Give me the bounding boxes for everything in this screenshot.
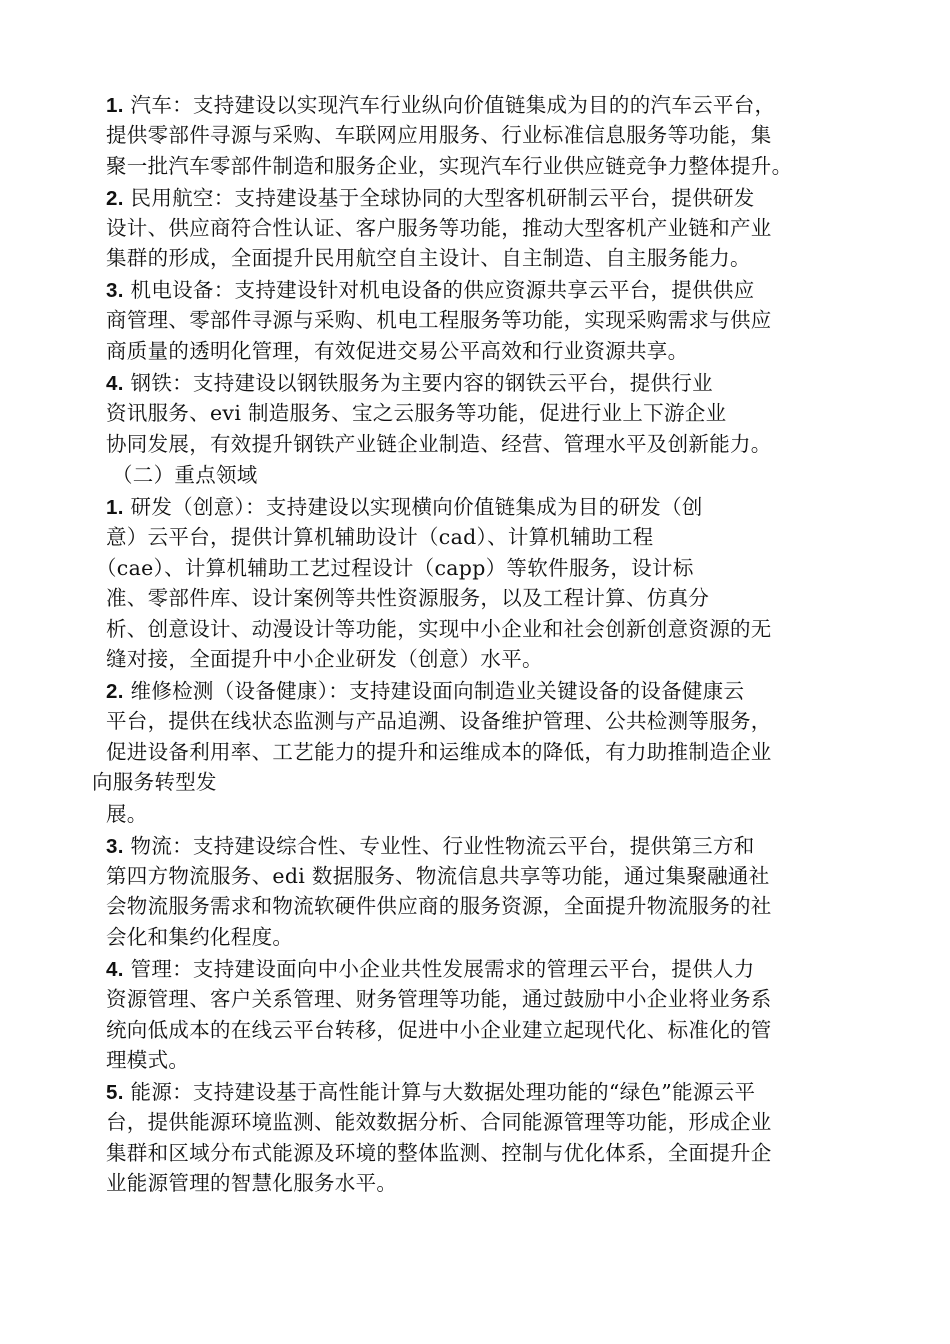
item-number: 5. bbox=[106, 1081, 124, 1104]
line-text: 台，提供能源环境监测、能效数据分析、合同能源管理等功能，形成企业 bbox=[106, 1110, 772, 1134]
text-line bbox=[106, 614, 772, 644]
line-text: 业能源管理的智慧化服务水平。 bbox=[106, 1171, 398, 1195]
line-text: 第四方物流服务、edi 数据服务、物流信息共享等功能，通过集聚融通社 bbox=[106, 864, 770, 888]
line-text: 聚一批汽车零部件制造和服务企业，实现汽车行业供应链竞争力整体提升。 bbox=[106, 154, 793, 178]
line-text: 钢铁：支持建设以钢铁服务为主要内容的钢铁云平台，提供行业 bbox=[123, 371, 713, 395]
line-text: 研发（创意）：支持建设以实现横向价值链集成为目的研发（创 bbox=[123, 495, 703, 519]
text-line bbox=[106, 954, 755, 985]
line-text: 意）云平台，提供计算机辅助设计（cad）、计算机辅助工程 bbox=[106, 525, 654, 549]
text-line bbox=[92, 767, 217, 797]
item-number: 1. bbox=[106, 94, 124, 117]
line-text: 能源：支持建设基于高性能计算与大数据处理功能的“绿色”能源云平 bbox=[123, 1080, 756, 1104]
line-text: 商质量的透明化管理，有效促进交易公平高效和行业资源共享。 bbox=[106, 339, 689, 363]
line-text: 提供零部件寻源与采购、车联网应用服务、行业标准信息服务等功能，集 bbox=[106, 123, 772, 147]
line-text: 向服务转型发 bbox=[92, 770, 217, 794]
line-text: 民用航空：支持建设基于全球协同的大型客机研制云平台，提供研发 bbox=[123, 186, 755, 210]
item-number: 3. bbox=[106, 279, 124, 302]
line-text: 物流：支持建设综合性、专业性、行业性物流云平台，提供第三方和 bbox=[123, 834, 755, 858]
text-line bbox=[106, 305, 772, 335]
line-text: 平台，提供在线状态监测与产品追溯、设备维护管理、公共检测等服务， bbox=[106, 709, 772, 733]
text-line bbox=[106, 522, 653, 552]
line-text: 展。 bbox=[106, 802, 148, 826]
item-number: 4. bbox=[106, 372, 124, 395]
line-text: 维修检测（设备健康）：支持建设面向制造业关键设备的设备健康云 bbox=[123, 679, 745, 703]
line-text: 资讯服务、evi 制造服务、宝之云服务等功能，促进行业上下游企业 bbox=[106, 401, 727, 425]
text-line bbox=[106, 799, 148, 829]
text-line bbox=[106, 398, 726, 428]
text-line bbox=[112, 460, 258, 490]
text-line bbox=[106, 183, 755, 214]
text-line bbox=[106, 706, 772, 736]
text-line bbox=[106, 922, 293, 952]
line-text: 资源管理、客户关系管理、财务管理等功能，通过鼓励中小企业将业务系 bbox=[106, 987, 772, 1011]
item-number: 1. bbox=[106, 496, 124, 519]
text-line bbox=[106, 90, 775, 121]
line-text: 理模式。 bbox=[106, 1048, 190, 1072]
line-text: 商管理、零部件寻源与采购、机电工程服务等功能，实现采购需求与供应 bbox=[106, 308, 772, 332]
text-line bbox=[106, 583, 709, 613]
line-text: 促进设备利用率、工艺能力的提升和运维成本的降低，有力助推制造企业 bbox=[106, 740, 772, 764]
text-line bbox=[106, 429, 772, 459]
item-number: 2. bbox=[106, 187, 124, 210]
line-text: 协同发展，有效提升钢铁产业链企业制造、经营、管理水平及创新能力。 bbox=[106, 432, 772, 456]
line-text: 设计、供应商符合性认证、客户服务等功能，推动大型客机产业链和产业 bbox=[106, 216, 772, 240]
text-line bbox=[106, 984, 772, 1014]
line-text: 会物流服务需求和物流软硬件供应商的服务资源，全面提升物流服务的社 bbox=[106, 894, 772, 918]
line-text: 管理：支持建设面向中小企业共性发展需求的管理云平台，提供人力 bbox=[123, 957, 755, 981]
line-text: 集群的形成，全面提升民用航空自主设计、自主制造、自主服务能力。 bbox=[106, 246, 751, 270]
line-text: 缝对接，全面提升中小企业研发（创意）水平。 bbox=[106, 647, 543, 671]
text-line bbox=[106, 368, 713, 399]
item-number: 4. bbox=[106, 958, 124, 981]
text-line bbox=[106, 831, 755, 862]
item-number: 2. bbox=[106, 680, 124, 703]
line-text: （二）重点领域 bbox=[112, 463, 258, 487]
text-line bbox=[106, 1138, 772, 1168]
text-line bbox=[106, 243, 751, 273]
text-line bbox=[106, 492, 703, 523]
text-line bbox=[106, 1045, 189, 1075]
text-line bbox=[106, 1107, 772, 1137]
line-text: 会化和集约化程度。 bbox=[106, 925, 294, 949]
item-number: 3. bbox=[106, 835, 124, 858]
line-text: 析、创意设计、动漫设计等功能，实现中小企业和社会创新创意资源的无 bbox=[106, 617, 772, 641]
text-line bbox=[106, 1168, 397, 1198]
text-line bbox=[106, 120, 772, 150]
line-text: 准、零部件库、设计案例等共性资源服务，以及工程计算、仿真分 bbox=[106, 586, 710, 610]
text-line bbox=[106, 891, 772, 921]
text-line bbox=[106, 861, 770, 891]
text-line bbox=[106, 1015, 772, 1045]
text-line bbox=[96, 553, 694, 583]
line-text: 机电设备：支持建设针对机电设备的供应资源共享云平台，提供供应 bbox=[123, 278, 755, 302]
text-line bbox=[106, 336, 688, 366]
line-text: 统向低成本的在线云平台转移，促进中小企业建立起现代化、标准化的管 bbox=[106, 1018, 772, 1042]
line-text: 集群和区域分布式能源及环境的整体监测、控制与优化体系，全面提升企 bbox=[106, 1141, 772, 1165]
line-text: （cae）、计算机辅助工艺过程设计（capp）等软件服务，设计标 bbox=[96, 556, 694, 580]
text-line bbox=[106, 1077, 755, 1108]
line-text: 汽车：支持建设以实现汽车行业纵向价值链集成为目的的汽车云平台， bbox=[123, 93, 776, 117]
text-line bbox=[106, 676, 744, 707]
text-line bbox=[106, 213, 772, 243]
text-line bbox=[106, 151, 792, 181]
text-line bbox=[106, 644, 543, 674]
text-line bbox=[106, 737, 772, 767]
text-line bbox=[106, 275, 755, 306]
